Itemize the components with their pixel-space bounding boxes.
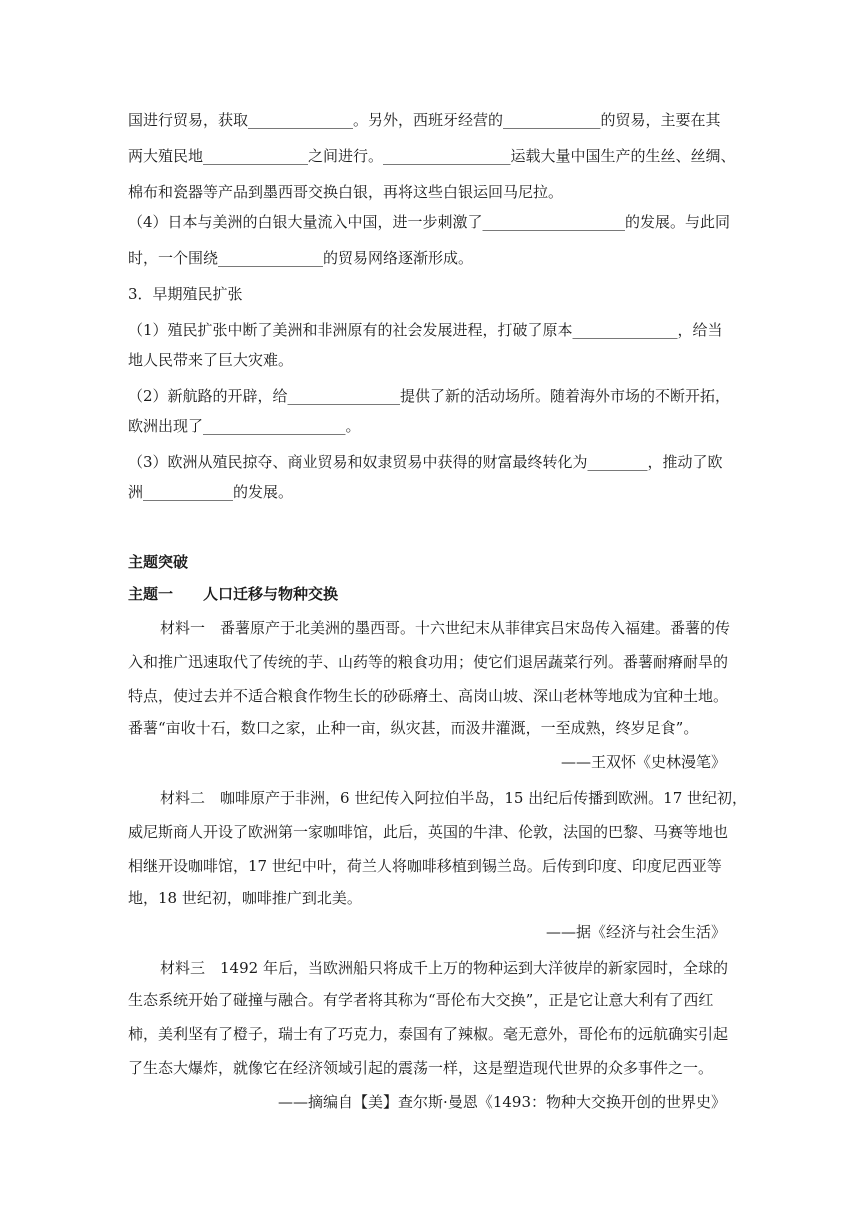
material-1-source: ——王双怀《史林漫笔》 <box>560 753 726 771</box>
text-line: 时，一个围绕______________的贸易网络逐渐形成。 <box>128 249 474 267</box>
text-line: 国进行贸易，获取______________。另外，西班牙经营的_____________的贸易，主要在其 <box>128 111 721 129</box>
item-2-line: （2）新航路的开辟，给_______________提供了新的活动场所。随着海外市场的不断开拓， <box>128 387 731 405</box>
material-2-source: ——据《经济与社会生活》 <box>545 923 726 941</box>
section-heading: 3．早期殖民扩张 <box>128 285 243 303</box>
material-1-line: 入和推广迅速取代了传统的芋、山药等的粮食功用；使它们退居蔬菜行列。番薯耐瘠耐旱的 <box>128 653 729 671</box>
text-line: 棉布和瓷器等产品到墨西哥交换白银，再将这些白银运回马尼拉。 <box>128 183 564 201</box>
text-line: 地人民带来了巨大灾难。 <box>128 351 294 369</box>
item-3-line: （3）欧洲从殖民掠夺、商业贸易和奴隶贸易中获得的财富最终转化为________，推动了欧 <box>128 453 723 471</box>
material-3-line: 生态系统开始了碰撞与融合。有学者将其称为“哥伦布大交换”，正是它让意大利有了西红 <box>128 991 714 1009</box>
topic-title: 主题一 人口迁移与物种交换 <box>128 585 339 603</box>
material-2-line: 相继开设咖啡馆，17 世纪中叶，荷兰人将咖啡移植到锡兰岛。后传到印度、印度尼西亚等 <box>128 857 722 875</box>
text-line: 洲____________的发展。 <box>128 483 294 501</box>
material-2-line: 材料二 咖啡原产于非洲，6 世纪传入阿拉伯半岛，15 出纪后传播到欧洲。17 世纪初， <box>160 789 748 807</box>
material-3-line: 了生态大爆炸，就像它在经济领域引起的震荡一样，这是塑造现代世界的众多事件之一。 <box>128 1059 714 1077</box>
material-2-line: 威尼斯商人开设了欧洲第一家咖啡馆，此后，英国的牛津、伦敦，法国的巴黎、马赛等地也 <box>128 823 729 841</box>
material-1-line: 番薯“亩收十石，数口之家，止种一亩，纵灾甚，而汲井灌溉，一至成熟，终岁足食”。 <box>128 719 699 737</box>
material-1-line: 材料一 番薯原产于北美洲的墨西哥。十六世纪末从菲律宾吕宋岛传入福建。番薯的传 <box>160 619 731 637</box>
material-2-line: 地，18 世纪初，咖啡推广到北美。 <box>128 889 362 907</box>
item-1-line: （1）殖民扩张中断了美洲和非洲原有的社会发展进程，打破了原本______________，给当 <box>128 321 723 339</box>
text-line: 欧洲出现了___________________。 <box>128 417 361 435</box>
question-4-line: （4）日本与美洲的白银大量流入中国，进一步刺激了___________________的发展。与此同 <box>128 213 731 231</box>
material-3-line: 材料三 1492 年后，当欧洲船只将成千上万的物种运到大洋彼岸的新家园时，全球的 <box>160 959 728 977</box>
topic-heading: 主题突破 <box>128 553 189 571</box>
text-line: 两大殖民地______________之间进行。_________________运载大量中国生产的生丝、丝绸、 <box>128 147 736 165</box>
material-1-line: 特点，使过去并不适合粮食作物生长的砂砾瘠土、高岗山坡、深山老林等地成为宜种土地。 <box>128 687 729 705</box>
material-3-source: ——摘编自【美】查尔斯·曼恩《1493：物种大交换开创的世界史》 <box>278 1093 726 1111</box>
material-3-line: 柿，美利坚有了橙子，瑞士有了巧克力，泰国有了辣椒。毫无意外，哥伦布的远航确实引起 <box>128 1025 729 1043</box>
